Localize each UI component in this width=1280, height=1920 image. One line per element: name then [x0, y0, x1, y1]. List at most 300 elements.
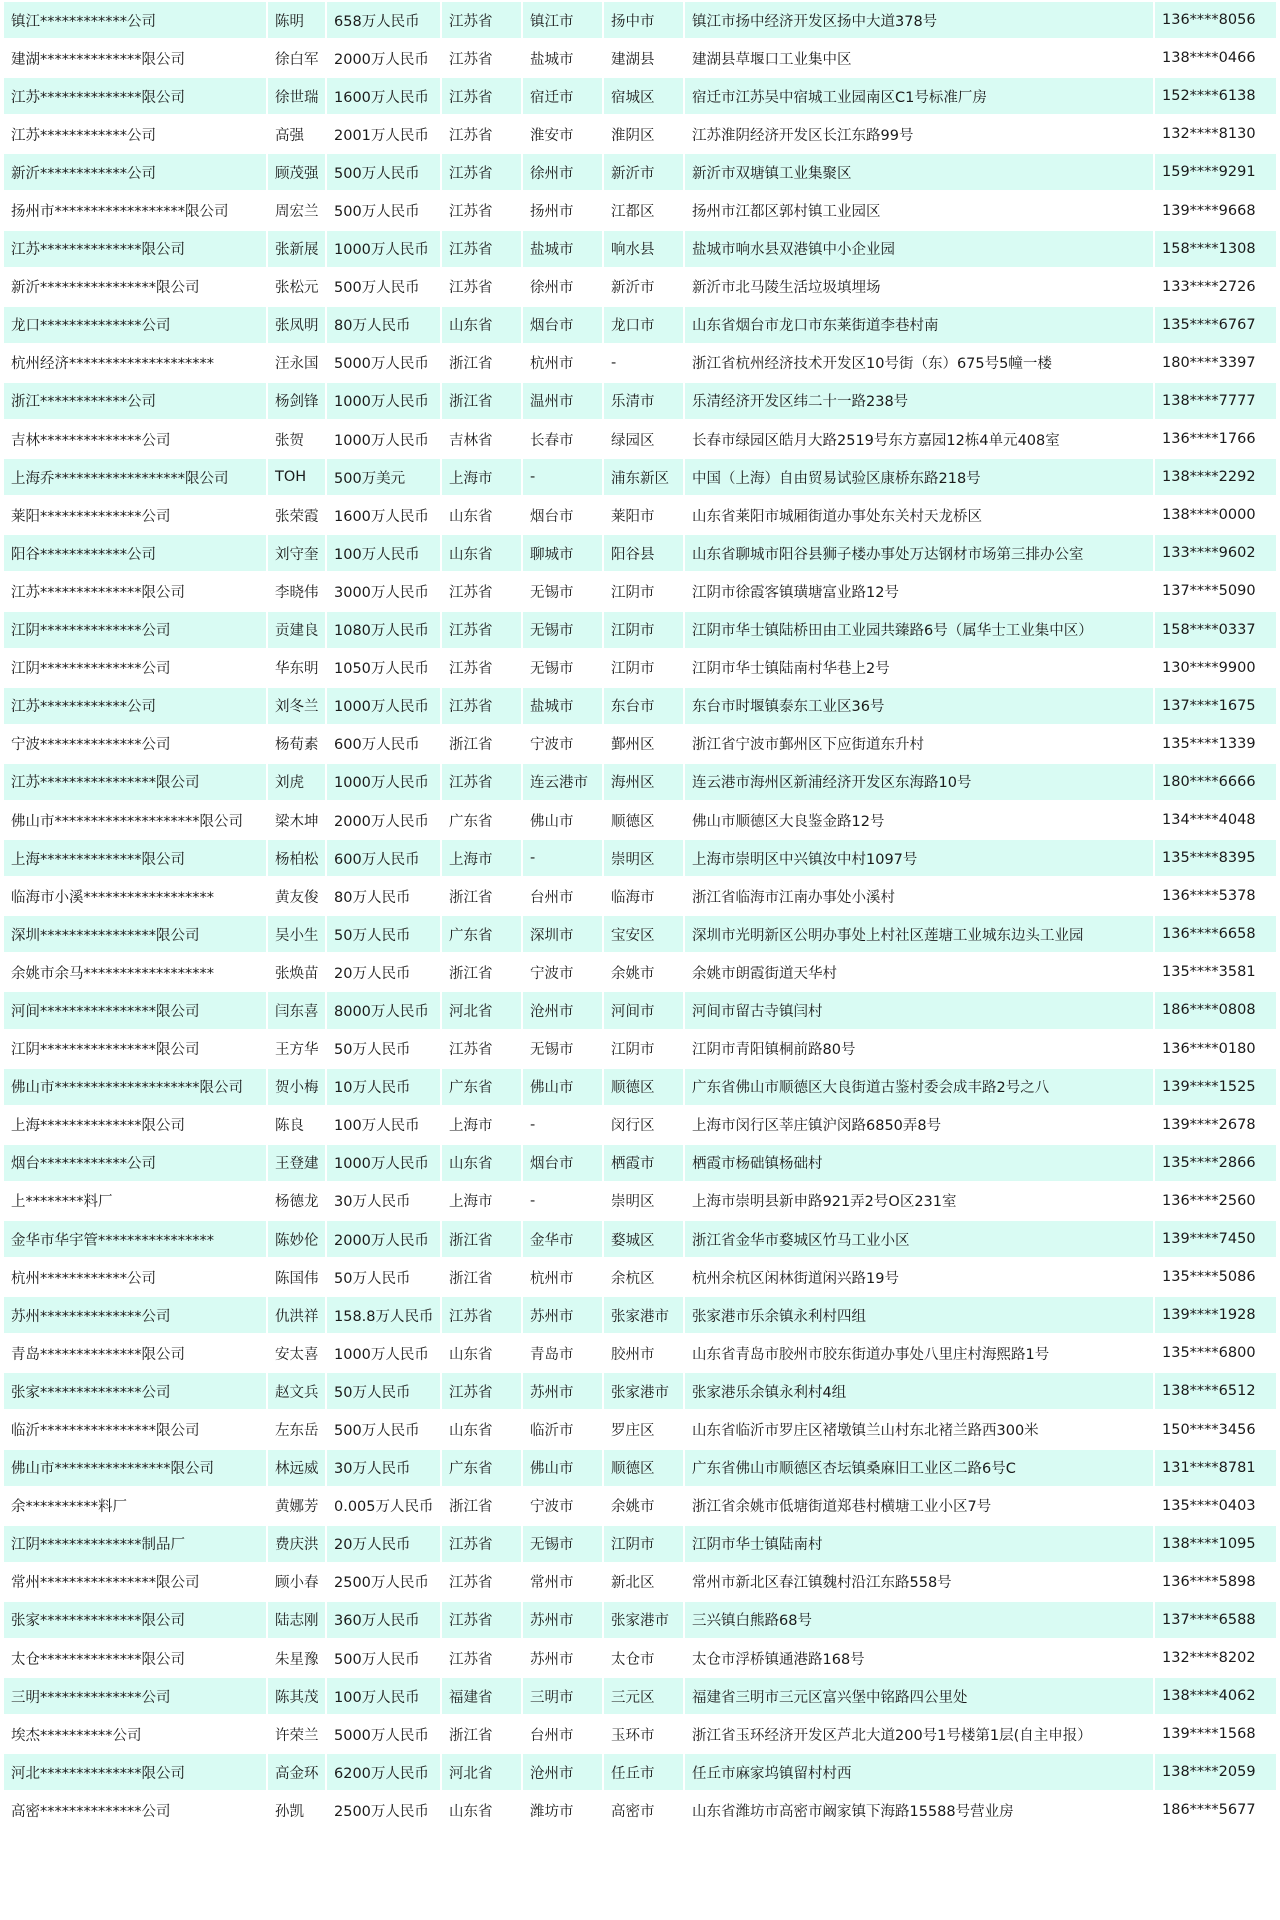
city-cell: 佛山市	[523, 1450, 602, 1486]
address-cell: 江苏淮阴经济开发区长江东路99号	[685, 116, 1153, 152]
address-cell: 江阴市华士镇陆桥田由工业园共臻路6号（属华士工业集中区）	[685, 612, 1153, 648]
legal-person-cell: 安太喜	[268, 1335, 325, 1371]
legal-person-cell: 黄友俊	[268, 878, 325, 914]
district-cell: 江都区	[604, 192, 683, 228]
legal-person-cell: 许荣兰	[268, 1716, 325, 1752]
city-cell: 杭州市	[523, 345, 602, 381]
company-name-cell: 扬州市******************限公司	[4, 192, 266, 228]
company-name-cell: 江苏**************限公司	[4, 573, 266, 609]
province-cell: 江苏省	[442, 1031, 521, 1067]
table-row	[4, 383, 1276, 419]
city-cell: 宁波市	[523, 1488, 602, 1524]
legal-person-cell: 杨柏松	[268, 840, 325, 876]
address-cell: 佛山市顺德区大良鉴金路12号	[685, 802, 1153, 838]
district-cell: 崇明区	[604, 840, 683, 876]
table-row	[4, 1297, 1276, 1333]
company-name-cell: 上海**************限公司	[4, 1107, 266, 1143]
city-cell: 烟台市	[523, 1145, 602, 1181]
province-cell: 江苏省	[442, 231, 521, 267]
registered-capital-cell: 30万人民币	[327, 1450, 440, 1486]
province-cell: 江苏省	[442, 1564, 521, 1600]
company-name-cell: 苏州**************公司	[4, 1297, 266, 1333]
city-cell: 苏州市	[523, 1640, 602, 1676]
company-name-cell: 江阴**************公司	[4, 650, 266, 686]
address-cell: 张家港乐余镇永利村4组	[685, 1373, 1153, 1409]
table-row	[4, 1335, 1276, 1371]
registered-capital-cell: 600万人民币	[327, 840, 440, 876]
phone-cell: 152****6138	[1155, 78, 1276, 114]
registered-capital-cell: 3000万人民币	[327, 573, 440, 609]
company-name-cell: 镇江************公司	[4, 2, 266, 38]
address-cell: 杭州余杭区闲林街道闲兴路19号	[685, 1259, 1153, 1295]
registered-capital-cell: 100万人民币	[327, 1107, 440, 1143]
table-row	[4, 1221, 1276, 1257]
address-cell: 山东省潍坊市高密市阚家镇下海路15588号营业房	[685, 1792, 1153, 1828]
company-name-cell: 建湖**************限公司	[4, 40, 266, 76]
legal-person-cell: 汪永国	[268, 345, 325, 381]
company-name-cell: 佛山市********************限公司	[4, 1069, 266, 1105]
address-cell: 上海市崇明区中兴镇汝中村1097号	[685, 840, 1153, 876]
table-body	[4, 2, 1276, 1829]
phone-cell: 135****5086	[1155, 1259, 1276, 1295]
province-cell: 上海市	[442, 1107, 521, 1143]
table-row	[4, 2, 1276, 38]
address-cell: 上海市崇明县新申路921弄2号O区231室	[685, 1183, 1153, 1219]
district-cell: 崇明区	[604, 1183, 683, 1219]
province-cell: 江苏省	[442, 1602, 521, 1638]
table-row	[4, 1602, 1276, 1638]
district-cell: 新沂市	[604, 269, 683, 305]
legal-person-cell: 杨荀素	[268, 726, 325, 762]
district-cell: 新北区	[604, 1564, 683, 1600]
company-name-cell: 新沂************公司	[4, 154, 266, 190]
province-cell: 吉林省	[442, 421, 521, 457]
phone-cell: 132****8130	[1155, 116, 1276, 152]
district-cell: 东台市	[604, 688, 683, 724]
registered-capital-cell: 100万人民币	[327, 1678, 440, 1714]
address-cell: 任丘市麻家坞镇留村村西	[685, 1754, 1153, 1790]
district-cell: 余姚市	[604, 954, 683, 990]
address-cell: 江阴市华士镇陆南村	[685, 1526, 1153, 1562]
district-cell: 三元区	[604, 1678, 683, 1714]
registered-capital-cell: 1000万人民币	[327, 383, 440, 419]
registered-capital-cell: 500万人民币	[327, 269, 440, 305]
province-cell: 江苏省	[442, 1640, 521, 1676]
district-cell: 闵行区	[604, 1107, 683, 1143]
registered-capital-cell: 2000万人民币	[327, 40, 440, 76]
registered-capital-cell: 5000万人民币	[327, 1716, 440, 1752]
table-row	[4, 764, 1276, 800]
city-cell: 金华市	[523, 1221, 602, 1257]
legal-person-cell: 杨德龙	[268, 1183, 325, 1219]
district-cell: 扬中市	[604, 2, 683, 38]
company-name-cell: 新沂****************限公司	[4, 269, 266, 305]
registered-capital-cell: 80万人民币	[327, 307, 440, 343]
phone-cell: 139****2678	[1155, 1107, 1276, 1143]
address-cell: 中国（上海）自由贸易试验区康桥东路218号	[685, 459, 1153, 495]
legal-person-cell: 张凤明	[268, 307, 325, 343]
province-cell: 江苏省	[442, 116, 521, 152]
address-cell: 山东省聊城市阳谷县狮子楼办事处万达钢材市场第三排办公室	[685, 535, 1153, 571]
legal-person-cell: 朱星豫	[268, 1640, 325, 1676]
city-cell: 盐城市	[523, 40, 602, 76]
table-row	[4, 345, 1276, 381]
legal-person-cell: 高金环	[268, 1754, 325, 1790]
district-cell: 江阴市	[604, 573, 683, 609]
district-cell: 龙口市	[604, 307, 683, 343]
province-cell: 山东省	[442, 497, 521, 533]
table-row	[4, 1792, 1276, 1828]
phone-cell: 130****9900	[1155, 650, 1276, 686]
district-cell: 栖霞市	[604, 1145, 683, 1181]
table-row	[4, 1564, 1276, 1600]
city-cell: 佛山市	[523, 1069, 602, 1105]
registered-capital-cell: 50万人民币	[327, 1259, 440, 1295]
legal-person-cell: 徐世瑞	[268, 78, 325, 114]
city-cell: 苏州市	[523, 1602, 602, 1638]
legal-person-cell: 左东岳	[268, 1411, 325, 1447]
registered-capital-cell: 5000万人民币	[327, 345, 440, 381]
province-cell: 江苏省	[442, 154, 521, 190]
registered-capital-cell: 158.8万人民币	[327, 1297, 440, 1333]
address-cell: 江阴市华士镇陆南村华巷上2号	[685, 650, 1153, 686]
address-cell: 上海市闵行区莘庄镇沪闵路6850弄8号	[685, 1107, 1153, 1143]
district-cell: 余姚市	[604, 1488, 683, 1524]
phone-cell: 138****0466	[1155, 40, 1276, 76]
province-cell: 山东省	[442, 1792, 521, 1828]
company-name-cell: 太仓**************限公司	[4, 1640, 266, 1676]
company-name-cell: 金华市华宇管****************	[4, 1221, 266, 1257]
district-cell: 张家港市	[604, 1373, 683, 1409]
company-name-cell: 佛山市********************限公司	[4, 802, 266, 838]
address-cell: 宿迁市江苏吴中宿城工业园南区C1号标准厂房	[685, 78, 1153, 114]
registered-capital-cell: 100万人民币	[327, 535, 440, 571]
legal-person-cell: 张松元	[268, 269, 325, 305]
address-cell: 山东省青岛市胶州市胶东街道办事处八里庄村海熙路1号	[685, 1335, 1153, 1371]
phone-cell: 138****4062	[1155, 1678, 1276, 1714]
province-cell: 山东省	[442, 1145, 521, 1181]
district-cell: 胶州市	[604, 1335, 683, 1371]
legal-person-cell: 仇洪祥	[268, 1297, 325, 1333]
registered-capital-cell: 50万人民币	[327, 1031, 440, 1067]
company-name-cell: 临沂****************限公司	[4, 1411, 266, 1447]
phone-cell: 135****6800	[1155, 1335, 1276, 1371]
city-cell: 临沂市	[523, 1411, 602, 1447]
city-cell: 温州市	[523, 383, 602, 419]
district-cell: 鄞州区	[604, 726, 683, 762]
table-row	[4, 612, 1276, 648]
company-name-cell: 青岛**************限公司	[4, 1335, 266, 1371]
legal-person-cell: 贡建良	[268, 612, 325, 648]
address-cell: 浙江省金华市婺城区竹马工业小区	[685, 1221, 1153, 1257]
province-cell: 浙江省	[442, 1488, 521, 1524]
phone-cell: 138****6512	[1155, 1373, 1276, 1409]
table-row	[4, 650, 1276, 686]
registered-capital-cell: 30万人民币	[327, 1183, 440, 1219]
table-row	[4, 1488, 1276, 1524]
city-cell: 沧州市	[523, 992, 602, 1028]
registered-capital-cell: 1050万人民币	[327, 650, 440, 686]
company-name-cell: 吉林**************公司	[4, 421, 266, 457]
city-cell: 苏州市	[523, 1373, 602, 1409]
legal-person-cell: 王方华	[268, 1031, 325, 1067]
district-cell: 临海市	[604, 878, 683, 914]
phone-cell: 150****3456	[1155, 1411, 1276, 1447]
district-cell: 任丘市	[604, 1754, 683, 1790]
district-cell: 响水县	[604, 231, 683, 267]
province-cell: 山东省	[442, 307, 521, 343]
table-row	[4, 1183, 1276, 1219]
district-cell: 新沂市	[604, 154, 683, 190]
registered-capital-cell: 2500万人民币	[327, 1792, 440, 1828]
address-cell: 浙江省宁波市鄞州区下应街道东升村	[685, 726, 1153, 762]
company-name-cell: 上海**************限公司	[4, 840, 266, 876]
table-row	[4, 878, 1276, 914]
company-name-cell: 高密**************公司	[4, 1792, 266, 1828]
company-table	[2, 0, 1278, 1831]
company-name-cell: 莱阳**************公司	[4, 497, 266, 533]
phone-cell: 135****1339	[1155, 726, 1276, 762]
province-cell: 浙江省	[442, 1716, 521, 1752]
city-cell: 徐州市	[523, 154, 602, 190]
legal-person-cell: 华东明	[268, 650, 325, 686]
table-row	[4, 1678, 1276, 1714]
registered-capital-cell: 2000万人民币	[327, 802, 440, 838]
table-row	[4, 1145, 1276, 1181]
city-cell: 杭州市	[523, 1259, 602, 1295]
province-cell: 山东省	[442, 535, 521, 571]
province-cell: 上海市	[442, 1183, 521, 1219]
phone-cell: 133****9602	[1155, 535, 1276, 571]
phone-cell: 132****8202	[1155, 1640, 1276, 1676]
table-row	[4, 688, 1276, 724]
registered-capital-cell: 1000万人民币	[327, 688, 440, 724]
company-name-cell: 江苏************公司	[4, 688, 266, 724]
city-cell: 青岛市	[523, 1335, 602, 1371]
phone-cell: 135****0403	[1155, 1488, 1276, 1524]
province-cell: 浙江省	[442, 726, 521, 762]
province-cell: 浙江省	[442, 878, 521, 914]
legal-person-cell: 陈良	[268, 1107, 325, 1143]
city-cell: 潍坊市	[523, 1792, 602, 1828]
table-row	[4, 154, 1276, 190]
address-cell: 建湖县草堰口工业集中区	[685, 40, 1153, 76]
company-name-cell: 余姚市余马******************	[4, 954, 266, 990]
province-cell: 河北省	[442, 992, 521, 1028]
city-cell: 连云港市	[523, 764, 602, 800]
company-name-cell: 余**********料厂	[4, 1488, 266, 1524]
address-cell: 常州市新北区春江镇魏村沿江东路558号	[685, 1564, 1153, 1600]
table-row	[4, 421, 1276, 457]
phone-cell: 180****3397	[1155, 345, 1276, 381]
district-cell: 江阴市	[604, 612, 683, 648]
province-cell: 浙江省	[442, 954, 521, 990]
city-cell: 宿迁市	[523, 78, 602, 114]
city-cell: 无锡市	[523, 650, 602, 686]
province-cell: 江苏省	[442, 764, 521, 800]
company-name-cell: 深圳****************限公司	[4, 916, 266, 952]
table-row	[4, 459, 1276, 495]
phone-cell: 135****6767	[1155, 307, 1276, 343]
registered-capital-cell: 1000万人民币	[327, 231, 440, 267]
phone-cell: 136****0180	[1155, 1031, 1276, 1067]
company-name-cell: 浙江************公司	[4, 383, 266, 419]
company-name-cell: 阳谷************公司	[4, 535, 266, 571]
registered-capital-cell: 2001万人民币	[327, 116, 440, 152]
legal-person-cell: 杨剑锋	[268, 383, 325, 419]
city-cell: 烟台市	[523, 307, 602, 343]
address-cell: 江阴市徐霞客镇璜塘富业路12号	[685, 573, 1153, 609]
legal-person-cell: 陆志刚	[268, 1602, 325, 1638]
city-cell: 镇江市	[523, 2, 602, 38]
address-cell: 山东省烟台市龙口市东莱街道李巷村南	[685, 307, 1153, 343]
table-row	[4, 954, 1276, 990]
registered-capital-cell: 8000万人民币	[327, 992, 440, 1028]
company-name-cell: 埃杰**********公司	[4, 1716, 266, 1752]
address-cell: 江阴市青阳镇桐前路80号	[685, 1031, 1153, 1067]
legal-person-cell: TOH	[268, 459, 325, 495]
city-cell: 无锡市	[523, 573, 602, 609]
company-name-cell: 三明**************公司	[4, 1678, 266, 1714]
address-cell: 太仓市浮桥镇通港路168号	[685, 1640, 1153, 1676]
table-row	[4, 1069, 1276, 1105]
registered-capital-cell: 6200万人民币	[327, 1754, 440, 1790]
registered-capital-cell: 1000万人民币	[327, 1335, 440, 1371]
district-cell: 阳谷县	[604, 535, 683, 571]
legal-person-cell: 顾小春	[268, 1564, 325, 1600]
table-row	[4, 307, 1276, 343]
address-cell: 浙江省杭州经济技术开发区10号街（东）675号5幢一楼	[685, 345, 1153, 381]
phone-cell: 138****2059	[1155, 1754, 1276, 1790]
city-cell: 宁波市	[523, 954, 602, 990]
table-row	[4, 916, 1276, 952]
legal-person-cell: 张新展	[268, 231, 325, 267]
legal-person-cell: 闫东喜	[268, 992, 325, 1028]
district-cell: 罗庄区	[604, 1411, 683, 1447]
company-name-cell: 江阴****************限公司	[4, 1031, 266, 1067]
address-cell: 长春市绿园区皓月大路2519号东方嘉园12栋4单元408室	[685, 421, 1153, 457]
company-name-cell: 江苏**************限公司	[4, 78, 266, 114]
company-name-cell: 江苏************公司	[4, 116, 266, 152]
phone-cell: 137****1675	[1155, 688, 1276, 724]
address-cell: 镇江市扬中经济开发区扬中大道378号	[685, 2, 1153, 38]
address-cell: 余姚市朗霞街道天华村	[685, 954, 1153, 990]
address-cell: 河间市留古寺镇闫村	[685, 992, 1153, 1028]
address-cell: 广东省佛山市顺德区杏坛镇桑麻旧工业区二路6号C	[685, 1450, 1153, 1486]
table-row	[4, 802, 1276, 838]
district-cell: -	[604, 345, 683, 381]
registered-capital-cell: 1080万人民币	[327, 612, 440, 648]
city-cell: -	[523, 1183, 602, 1219]
phone-cell: 136****5898	[1155, 1564, 1276, 1600]
province-cell: 江苏省	[442, 650, 521, 686]
table-row	[4, 1754, 1276, 1790]
province-cell: 江苏省	[442, 1297, 521, 1333]
city-cell: 烟台市	[523, 497, 602, 533]
registered-capital-cell: 500万人民币	[327, 192, 440, 228]
address-cell: 扬州市江都区郭村镇工业园区	[685, 192, 1153, 228]
company-name-cell: 张家**************限公司	[4, 1602, 266, 1638]
city-cell: 台州市	[523, 878, 602, 914]
province-cell: 江苏省	[442, 40, 521, 76]
phone-cell: 136****5378	[1155, 878, 1276, 914]
registered-capital-cell: 1000万人民币	[327, 764, 440, 800]
table-row	[4, 535, 1276, 571]
address-cell: 山东省临沂市罗庄区褚墩镇兰山村东北褚兰路西300米	[685, 1411, 1153, 1447]
company-name-cell: 江阴**************制品厂	[4, 1526, 266, 1562]
phone-cell: 138****0000	[1155, 497, 1276, 533]
company-name-cell: 张家**************公司	[4, 1373, 266, 1409]
company-name-cell: 上********料厂	[4, 1183, 266, 1219]
province-cell: 山东省	[442, 1335, 521, 1371]
address-cell: 浙江省余姚市低塘街道郑巷村横塘工业小区7号	[685, 1488, 1153, 1524]
address-cell: 浙江省临海市江南办事处小溪村	[685, 878, 1153, 914]
registered-capital-cell: 2500万人民币	[327, 1564, 440, 1600]
city-cell: 深圳市	[523, 916, 602, 952]
address-cell: 浙江省玉环经济开发区芦北大道200号1号楼第1层(自主申报）	[685, 1716, 1153, 1752]
company-name-cell: 临海市小溪******************	[4, 878, 266, 914]
phone-cell: 133****2726	[1155, 269, 1276, 305]
address-cell: 乐清经济开发区纬二十一路238号	[685, 383, 1153, 419]
registered-capital-cell: 500万人民币	[327, 1640, 440, 1676]
address-cell: 山东省莱阳市城厢街道办事处东关村天龙桥区	[685, 497, 1153, 533]
city-cell: 无锡市	[523, 612, 602, 648]
province-cell: 江苏省	[442, 269, 521, 305]
phone-cell: 186****5677	[1155, 1792, 1276, 1828]
province-cell: 河北省	[442, 1754, 521, 1790]
legal-person-cell: 赵文兵	[268, 1373, 325, 1409]
registered-capital-cell: 50万人民币	[327, 916, 440, 952]
city-cell: 扬州市	[523, 192, 602, 228]
phone-cell: 137****5090	[1155, 573, 1276, 609]
legal-person-cell: 陈其茂	[268, 1678, 325, 1714]
table-row	[4, 1716, 1276, 1752]
district-cell: 绿园区	[604, 421, 683, 457]
registered-capital-cell: 20万人民币	[327, 1526, 440, 1562]
district-cell: 乐清市	[604, 383, 683, 419]
district-cell: 顺德区	[604, 1069, 683, 1105]
province-cell: 山东省	[442, 1411, 521, 1447]
company-name-cell: 常州****************限公司	[4, 1564, 266, 1600]
legal-person-cell: 张荣霞	[268, 497, 325, 533]
district-cell: 玉环市	[604, 1716, 683, 1752]
city-cell: 无锡市	[523, 1526, 602, 1562]
phone-cell: 138****2292	[1155, 459, 1276, 495]
province-cell: 浙江省	[442, 1259, 521, 1295]
company-name-cell: 龙口**************公司	[4, 307, 266, 343]
phone-cell: 158****0337	[1155, 612, 1276, 648]
registered-capital-cell: 658万人民币	[327, 2, 440, 38]
company-name-cell: 江阴**************公司	[4, 612, 266, 648]
legal-person-cell: 陈妙伦	[268, 1221, 325, 1257]
company-name-cell: 河间****************限公司	[4, 992, 266, 1028]
city-cell: 淮安市	[523, 116, 602, 152]
company-name-cell: 烟台************公司	[4, 1145, 266, 1181]
address-cell: 连云港市海州区新浦经济开发区东海路10号	[685, 764, 1153, 800]
district-cell: 莱阳市	[604, 497, 683, 533]
district-cell: 婺城区	[604, 1221, 683, 1257]
province-cell: 广东省	[442, 916, 521, 952]
address-cell: 新沂市北马陵生活垃圾填埋场	[685, 269, 1153, 305]
phone-cell: 138****7777	[1155, 383, 1276, 419]
district-cell: 宝安区	[604, 916, 683, 952]
province-cell: 福建省	[442, 1678, 521, 1714]
province-cell: 上海市	[442, 459, 521, 495]
phone-cell: 138****1095	[1155, 1526, 1276, 1562]
registered-capital-cell: 500万人民币	[327, 1411, 440, 1447]
address-cell: 深圳市光明新区公明办事处上村社区莲塘工业城东边头工业园	[685, 916, 1153, 952]
legal-person-cell: 陈明	[268, 2, 325, 38]
